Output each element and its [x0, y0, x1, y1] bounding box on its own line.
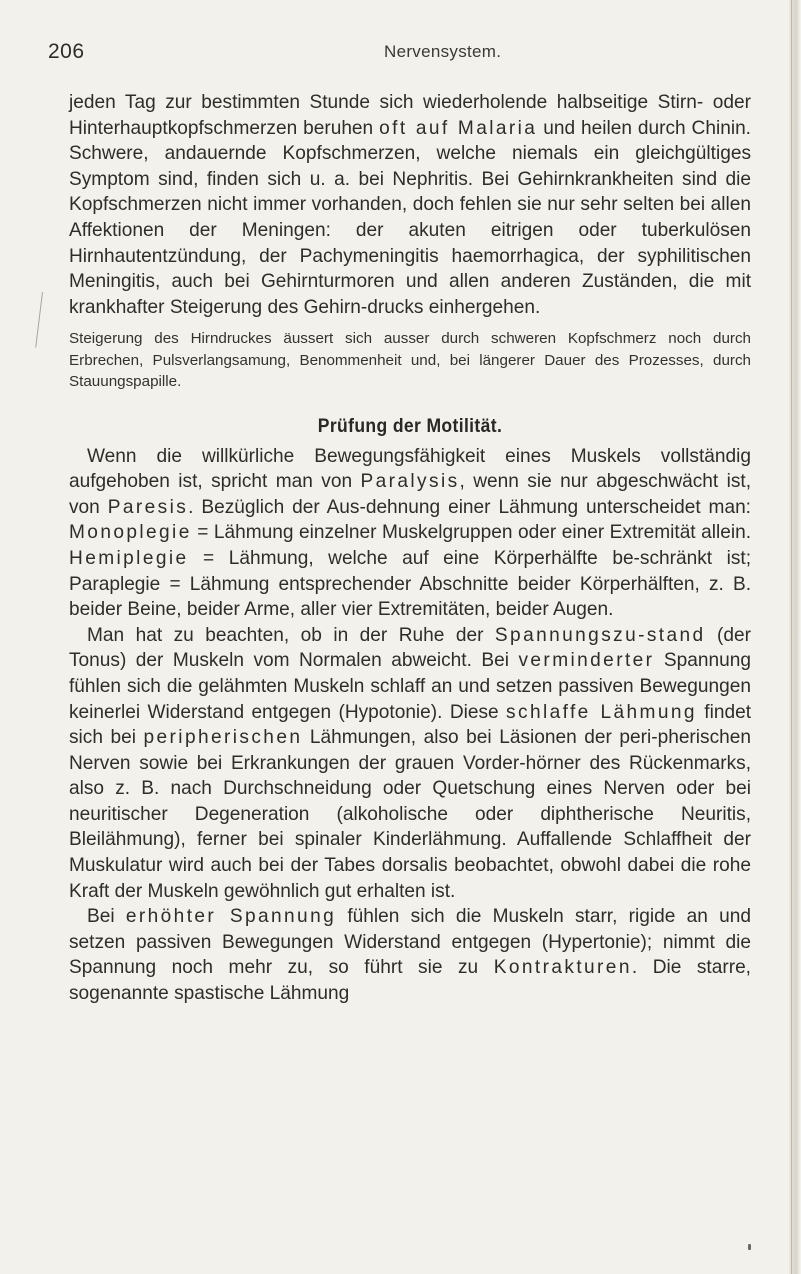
body-text	[69, 90, 751, 1007]
emphasis-text: schlaffe Lähmung	[506, 701, 697, 723]
page-number: 206	[48, 40, 85, 63]
emphasis-text: Kontrakturen	[493, 957, 632, 979]
emphasis-text: erhöhter Spannung	[125, 906, 337, 928]
paragraph-text: Lähmungen, also bei Läsionen der peri-pherischen Nerven sowie bei Erkrankungen der grauen Vorder-hörner des Rückenmarks, also z. B. nach Durchschneidung oder Quetschung eines Nerven oder bei neuritischer Degeneration (alkoholische oder diphtherische Neuritis, Bleilähmung), ferner bei spinaler Kinderlähmung. Auffallende Schlaffheit der Muskulatur wird auch bei der Tabes dorsalis beobachtet, obwohl dabei die rohe Kraft der Muskeln gewöhnlich gut erhalten ist.	[69, 727, 751, 902]
margin-pencil-mark	[35, 292, 43, 348]
small-print-text: Steigerung des Hirndruckes äussert sich ausser durch schweren Kopfschmerz noch durch Erbrechen, Pulsverlangsamung, Benommenheit und, bei längerer Dauer des Prozesses, durch Stauungspapille.	[69, 330, 751, 391]
margin-speck	[748, 1244, 751, 1250]
paragraph-headache	[69, 90, 751, 320]
paragraph-text: = Lähmung, welche auf eine Körperhälfte be-schränkt ist; Paraplegie = Lähmung entsprechender Abschnitte beider Körperhälften, z. B. beider Beine, beider Arme, aller vier Extremitäten, beider Augen.	[69, 547, 751, 621]
emphasis-text: verminderter	[518, 650, 655, 672]
emphasis-text: Spannungszu-stand	[494, 624, 706, 646]
paragraph-text: Wenn die willkürliche Bewegungsfähigkeit eines Muskels vollständig aufgehoben ist, spricht man von	[69, 445, 751, 493]
paragraph-text: Bei	[87, 906, 126, 928]
emphasis-text: Paresis	[107, 496, 189, 518]
paragraph-text: und heilen durch Chinin. Schwere, andauernde Kopfschmerzen, welche niemals ein gleichgültiges Symptom sind, finden sich u. a. bei Nephritis. Bei Gehirnkrankheiten sind die Kopfschmerzen nicht immer vorhanden, doch fehlen sie nur sehr selten bei allen Affektionen der Meningen: der akuten eitrigen oder tuberkulösen Hirnhautentzündung, der Pachymeningitis haemorrhagica, der syphilitischen Meningitis, auch bei Gehirnturmoren und allen anderen Zuständen, die mit krankhafter Steigerung des Gehirn-drucks einhergehen.	[69, 117, 751, 318]
emphasis-text: oft auf Malaria	[379, 117, 538, 139]
paragraph-text: (der Tonus) der Muskeln vom Normalen abweicht. Bei	[69, 624, 752, 672]
paragraph-text: . Die starre, sogenannte spastische Lähmung	[69, 957, 751, 1005]
paragraph-text: = Lähmung einzelner Muskelgruppen oder einer Extremität allein.	[191, 522, 751, 544]
section-heading: Prüfung der Motilität.	[317, 414, 503, 437]
paragraph-text: findet sich bei	[69, 701, 751, 749]
paragraph-text: jeden Tag zur bestimmten Stunde sich wiederholende halbseitige Stirn- oder Hinterhauptkopfschmerzen beruhen	[69, 92, 751, 139]
emphasis-text: peripherischen	[143, 727, 303, 749]
emphasis-text: Paralysis	[360, 471, 460, 493]
page-edge-line	[791, 0, 792, 1274]
paragraph-tonus	[69, 623, 751, 905]
paragraph-paralysis	[69, 444, 751, 623]
paragraph-text: . Bezüglich der Aus-dehnung einer Lähmung unterscheidet man:	[188, 496, 751, 518]
paragraph-text: Man hat zu beachten, ob in der Ruhe der	[87, 624, 495, 646]
small-print-note	[69, 328, 751, 392]
emphasis-text: Monoplegie	[69, 522, 192, 544]
emphasis-text: Hemiplegie	[69, 547, 189, 569]
paragraph-hypertonia	[69, 904, 751, 1006]
paragraph-text: fühlen sich die Muskeln starr, rigide an und setzen passiven Bewegungen Widerstand entgegen (Hypertonie); nimmt die Spannung noch mehr zu, so führt sie zu	[69, 906, 751, 979]
paragraph-text: Spannung fühlen sich die gelähmten Muskeln schlaff an und setzen passiven Bewegungen keinerlei Widerstand entgegen (Hypotonie). Diese	[69, 650, 752, 723]
running-head: Nervensystem.	[384, 42, 502, 61]
paragraph-text: , wenn sie nur abgeschwächt ist, von	[69, 471, 752, 518]
page-header	[48, 34, 748, 68]
